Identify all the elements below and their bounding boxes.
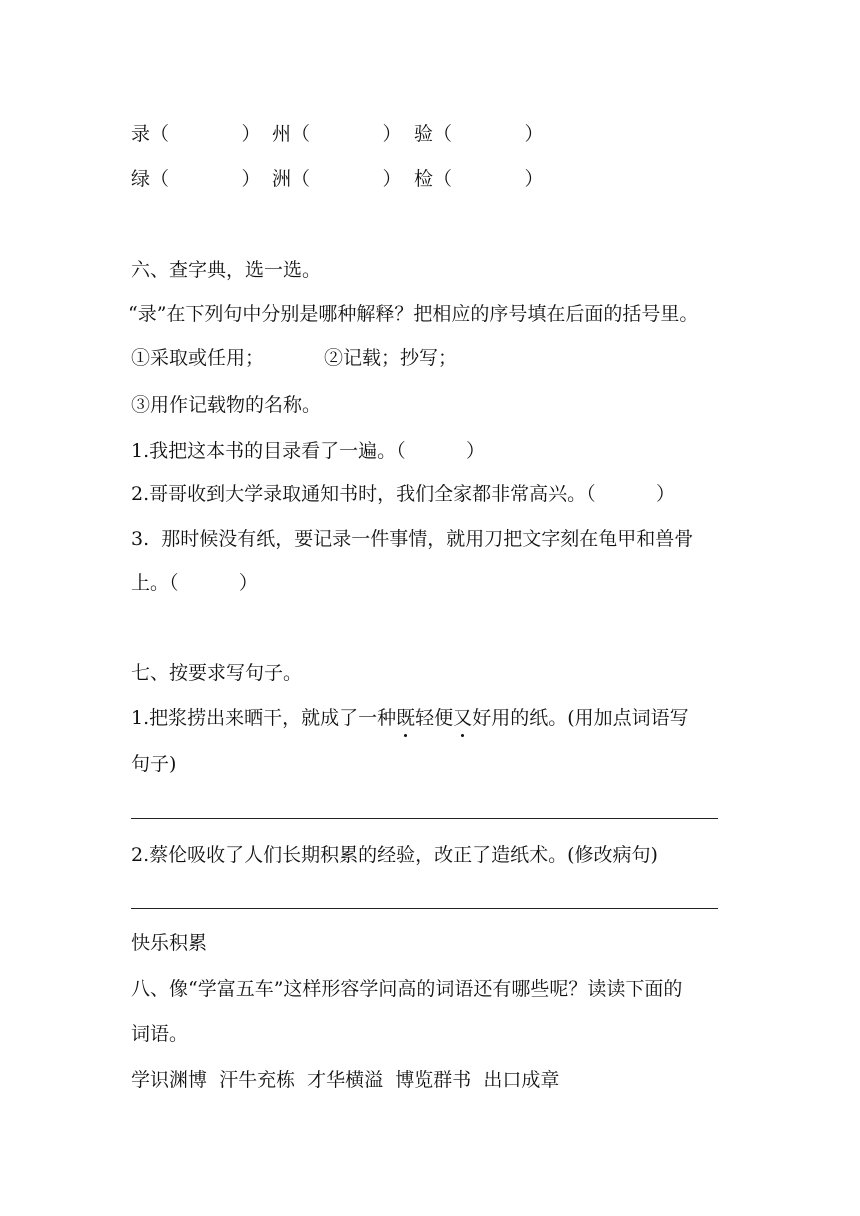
option-1: ①采取或任用； bbox=[131, 347, 265, 369]
section-6-title: 六、查字典，选一选。 bbox=[131, 259, 322, 281]
q1-text-after: 好用的纸。(用加点词语写 bbox=[472, 707, 689, 729]
section-7-question-1-line2: 句子) bbox=[131, 753, 177, 775]
option-2: ②记载；抄写； bbox=[324, 347, 458, 369]
section-6-instruction: “录”在下列句中分别是哪种解释？把相应的序号填在后面的括号里。 bbox=[128, 303, 699, 325]
answer-line-2[interactable] bbox=[131, 908, 718, 909]
section-8-line1: 八、像“学富五车”这样形容学问高的词语还有哪些呢？读读下面的 bbox=[131, 978, 683, 1000]
section-7-title: 七、按要求写句子。 bbox=[131, 662, 303, 684]
answer-line-1[interactable] bbox=[131, 818, 718, 819]
emphasis-char-ji: 既 bbox=[396, 707, 416, 729]
section-8-line2: 词语。 bbox=[131, 1023, 189, 1045]
char-blank-lv[interactable]: 绿（ ） bbox=[131, 168, 261, 190]
section-7-question-2: 2.蔡伦吸收了人们长期积累的经验，改正了造纸术。(修改病句) bbox=[131, 844, 658, 866]
section-7-question-1 bbox=[131, 706, 689, 730]
emphasis-char-you: 又 bbox=[453, 707, 473, 729]
idiom-list: 学识渊博 汗牛充栋 才华横溢 博览群书 出口成章 bbox=[131, 1069, 560, 1091]
char-blank-lu[interactable]: 录（ ） bbox=[131, 123, 261, 145]
question-3-line2: 上。（ ） bbox=[131, 572, 258, 594]
happy-heading: 快乐积累 bbox=[131, 932, 208, 954]
char-blank-zhou-water[interactable]: 洲（ ） bbox=[272, 168, 402, 190]
question-2: 2.哥哥收到大学录取通知书时，我们全家都非常高兴。（ ） bbox=[131, 483, 676, 505]
q1-text-before: 1.把浆捞出来晒干，就成了一种 bbox=[131, 707, 397, 729]
char-blank-zhou[interactable]: 州（ ） bbox=[272, 123, 402, 145]
option-3: ③用作记载物的名称。 bbox=[131, 394, 322, 416]
char-blank-jian[interactable]: 检（ ） bbox=[414, 168, 544, 190]
q1-text-mid: 轻便 bbox=[415, 707, 454, 729]
char-blank-yan[interactable]: 验（ ） bbox=[414, 123, 544, 145]
question-1: 1.我把这本书的目录看了一遍。（ ） bbox=[131, 440, 486, 462]
question-3-line1: 3. 那时候没有纸，要记录一件事情，就用刀把文字刻在龟甲和兽骨 bbox=[131, 528, 694, 550]
